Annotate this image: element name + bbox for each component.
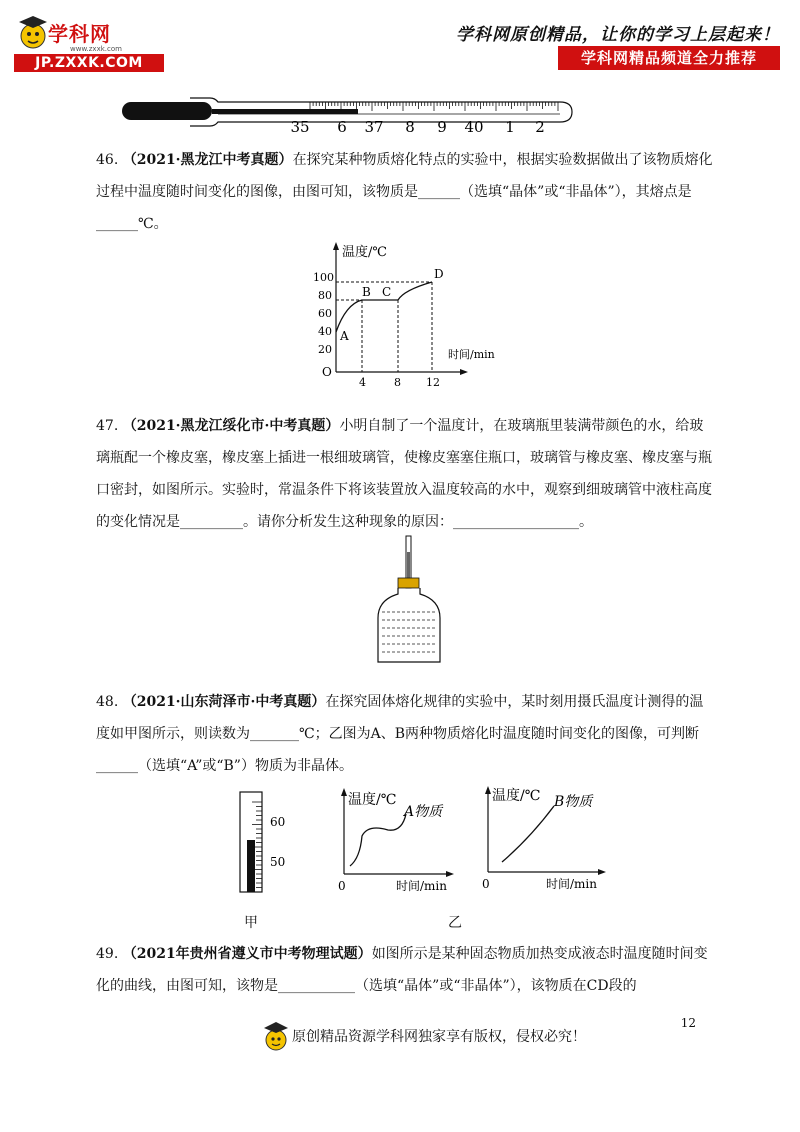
graph-B: [474, 784, 614, 894]
thermo-scale-label: 1: [505, 118, 515, 136]
thermo-scale-label: 9: [437, 118, 447, 136]
y-tick: 40: [318, 325, 332, 338]
y-tick: 60: [318, 307, 332, 320]
x-tick: 8: [394, 376, 401, 389]
header-slogan: 学科网原创精品，让你的学习上层起来！: [456, 25, 780, 45]
question-number: 49.: [96, 946, 119, 962]
thermo-scale-label: 37: [364, 118, 384, 136]
thermo-scale-label: 8: [405, 118, 415, 136]
clinical-thermometer-figure: [120, 92, 580, 136]
thermo-scale-label: 40: [464, 118, 484, 136]
curve-B: [502, 806, 554, 862]
question-48: [96, 686, 716, 782]
origin-label: 0: [338, 879, 346, 893]
question-source: （2021年贵州省遵义市中考物理试题）: [122, 946, 372, 962]
x-axis-label: 时间/min: [546, 877, 597, 891]
curve-label: B物质: [554, 794, 593, 810]
graph-A: [330, 786, 460, 894]
y-axis-label: 温度/℃: [492, 788, 541, 804]
question-text: 如图所示是某种固态物质加热变成液态时温度随时间变化的曲线，由图可知，该物是___________（选填“晶体”或“非晶体”），该物质在CD段的: [96, 946, 708, 994]
question-source: （2021·黑龙江绥化市·中考真题）: [122, 418, 340, 434]
homemade-thermometer-bottle: [374, 534, 444, 666]
x-axis-label: 时间/min: [448, 348, 495, 361]
footer-text: 原创精品资源学科网独家享有版权，侵权必究！: [292, 1029, 586, 1045]
site-logo: [12, 14, 162, 72]
melting-graph-46: [312, 240, 532, 390]
logo-url: www.zxxk.com: [70, 45, 122, 53]
mascot-icon: [262, 1020, 290, 1054]
question-text: 小明自制了一个温度计，在玻璃瓶里装满带颜色的水，给玻璃瓶配一个橡皮塞，橡皮塞上插进一根细玻璃管，使橡皮塞塞住瓶口，玻璃管与橡皮塞、橡皮塞与瓶口密封，如图所示。实验时，常温条件下将该装置放入温度较高的水中，观察到细玻璃管中液柱高度的变化情况是_________。请你分析发生这种现象的原因：__________________。: [96, 418, 712, 530]
y-axis-label: 温度/℃: [348, 792, 397, 808]
point-label: C: [382, 285, 392, 299]
header-slogan-bar: 学科网精品频道全力推荐: [558, 46, 780, 70]
question-number: 48.: [96, 694, 119, 710]
question-text: 在探究某种物质熔化特点的实验中，根据实验数据做出了该物质熔化过程中温度随时间变化的图像，由图可知，该物质是______（选填“晶体”或“非晶体”），其熔点是______℃。: [96, 152, 713, 232]
point-label: B: [362, 285, 371, 299]
question-47: [96, 410, 716, 538]
origin-label: 0: [482, 877, 490, 891]
x-tick: 4: [359, 376, 366, 389]
y-axis-label: 温度/℃: [342, 245, 387, 260]
x-axis-label: 时间/min: [396, 879, 447, 893]
thermometer-jia: [230, 790, 300, 894]
question-source: （2021·山东菏泽市·中考真题）: [122, 694, 326, 710]
y-tick: 100: [313, 271, 334, 284]
question-number: 46.: [96, 152, 119, 168]
thermometer-labels: [290, 118, 544, 136]
question-49: [96, 938, 716, 1002]
thermo-scale-label: 6: [337, 118, 347, 136]
origin-label: O: [322, 365, 332, 379]
point-label: A: [340, 329, 349, 343]
y-tick: 20: [318, 343, 332, 356]
thermo-scale-label: 2: [535, 118, 545, 136]
page-number: 12: [680, 1016, 696, 1030]
caption-yi: 乙: [448, 915, 462, 931]
thermo-scale-label: 35: [290, 118, 310, 136]
footer: [262, 1020, 602, 1060]
question-number: 47.: [96, 418, 119, 434]
curve-label: A物质: [404, 804, 443, 820]
thermo-label-50: 50: [270, 855, 286, 869]
mascot-icon: [16, 14, 50, 54]
curve-A: [350, 814, 406, 866]
question-text: 在探究固体熔化规律的实验中，某时刻用摄氏温度计测得的温度如甲图所示，则读数为_______℃；乙图为A、B两种物质熔化时温度随时间变化的图像，可判断______（选填“A”或“B”）物质为非晶体。: [96, 694, 704, 774]
question-46: [96, 144, 716, 240]
water-lines: [382, 612, 436, 652]
question-source: （2021·黑龙江中考真题）: [122, 152, 293, 168]
logo-title: 学科网: [48, 22, 111, 46]
caption-jia: 甲: [244, 915, 258, 931]
x-tick: 12: [426, 376, 440, 389]
y-tick: 80: [318, 289, 332, 302]
logo-banner: JP.ZXXK.COM: [14, 54, 164, 72]
point-label: D: [434, 267, 444, 281]
thermo-label-60: 60: [270, 815, 286, 829]
